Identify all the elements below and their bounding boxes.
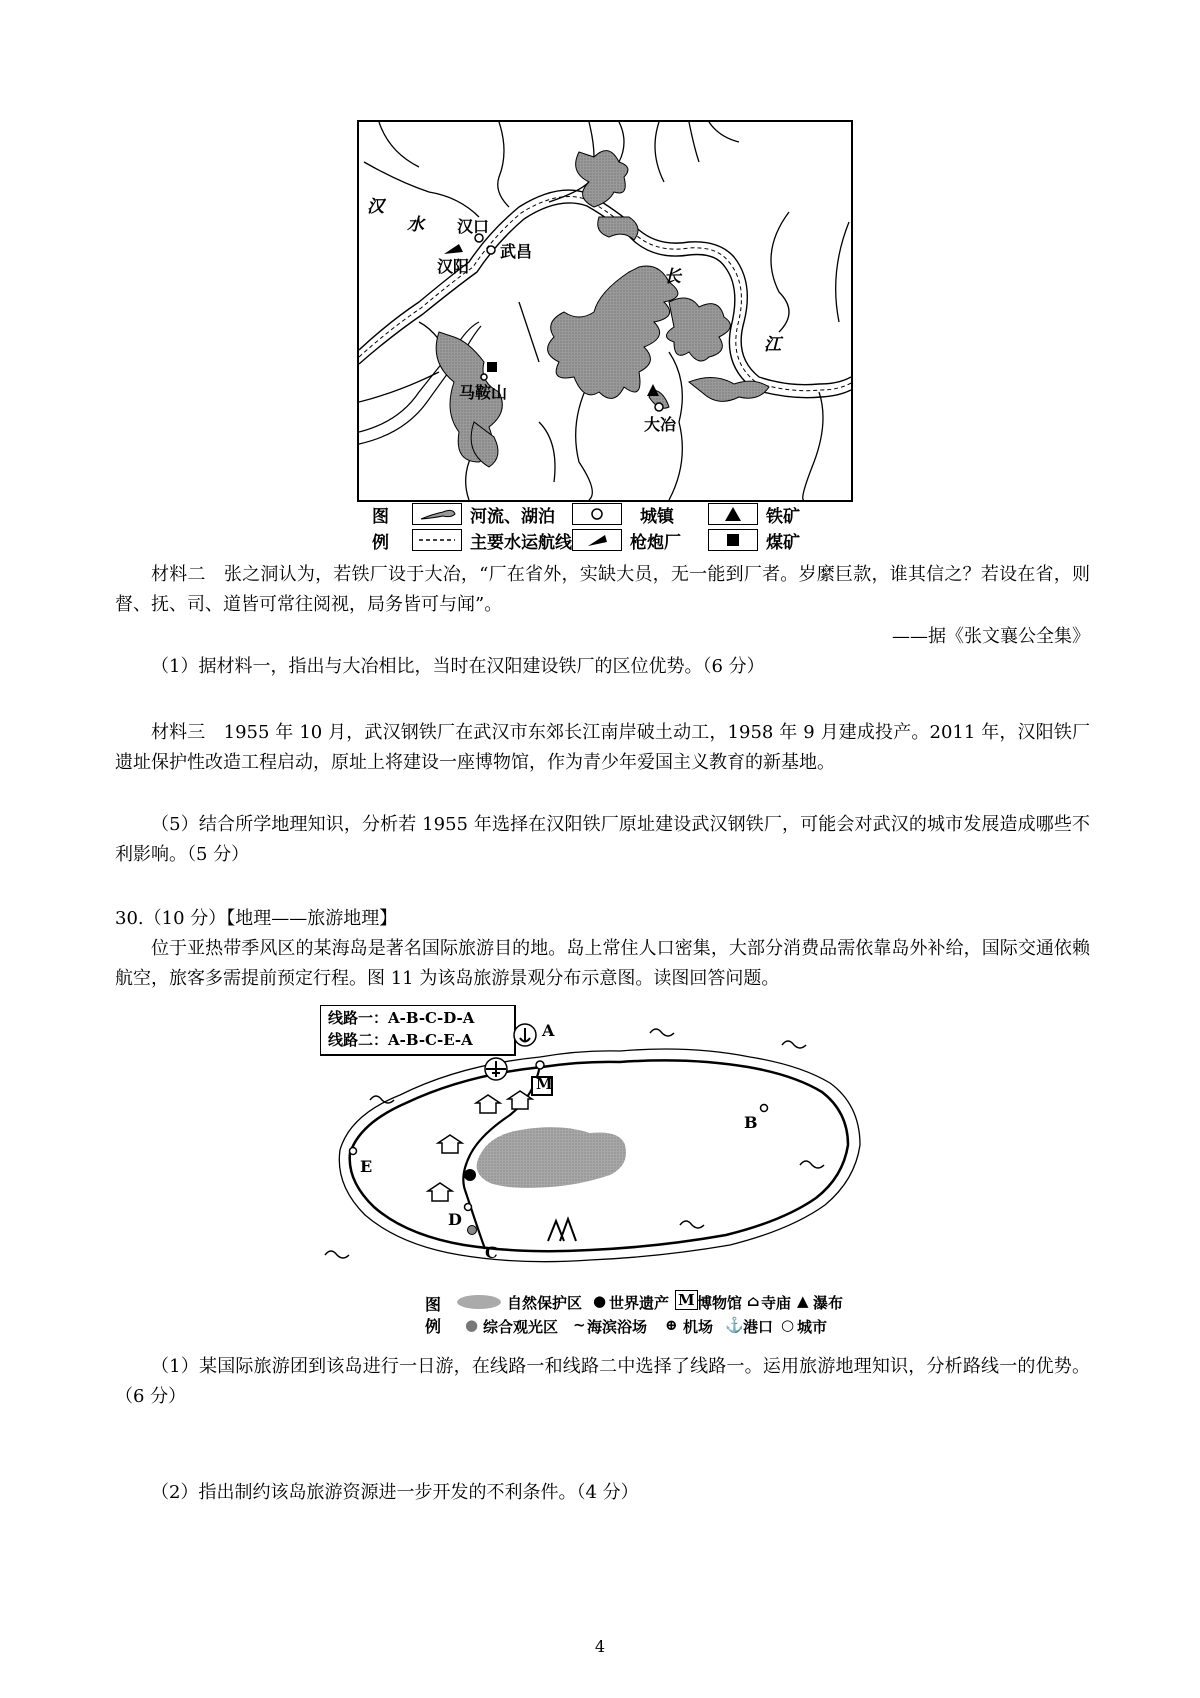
port-label: 港口	[743, 1318, 774, 1336]
river-lake-swatch	[412, 503, 462, 525]
hanyang-label: 汉阳	[437, 257, 470, 276]
han-shui-label-2: 水	[407, 215, 424, 235]
temple-icon: ⌂	[747, 1292, 760, 1310]
route-1-label: 线路一：A-B-C-D-A	[328, 1009, 475, 1027]
question-30-1: （1）某国际旅游团到该岛进行一日游，在线路一和线路二中选择了线路一。运用旅游地理知识，分析路线一的优势。（6 分）	[115, 1356, 1090, 1407]
question-30-2: （2）指出制约该岛旅游资源进一步开发的不利条件。（4 分）	[151, 1482, 639, 1503]
coal-icon	[709, 530, 757, 550]
arsenal-swatch	[572, 529, 622, 551]
wuchang-label: 武昌	[500, 242, 533, 261]
temple-label: 寺庙	[761, 1294, 792, 1312]
question-30-title: 30.（10 分）【地理——旅游地理】	[115, 908, 398, 929]
arsenal-icon	[573, 530, 621, 550]
island-map-legend	[425, 1288, 885, 1338]
iron-swatch	[708, 503, 758, 525]
waterway-swatch	[412, 529, 462, 551]
material-2-source: ——据《张文襄公全集》	[892, 626, 1090, 647]
reserve-label: 自然保护区	[507, 1294, 583, 1312]
beach-icon: ~	[573, 1316, 586, 1334]
museum-label: 博物馆	[697, 1294, 743, 1312]
waterway-icon	[413, 530, 461, 550]
han-shui-label-1: 汉	[367, 197, 384, 217]
legend-title-2: 例	[372, 533, 389, 553]
arsenal-label: 枪炮厂	[630, 533, 681, 553]
question-5: （5）结合所学地理知识，分析若 1955 年选择在汉阳铁厂原址建设武汉钢铁厂，可能会对武汉的城市发展造成哪些不利影响。（5 分）	[115, 814, 1090, 865]
city-legend-label: 城市	[797, 1318, 828, 1336]
question-1: （1）据材料一，指出与大冶相比，当时在汉阳建设铁厂的区位优势。（6 分）	[151, 656, 765, 677]
legend-title-1: 图	[372, 507, 389, 527]
port-icon	[514, 1024, 536, 1046]
port-legend-icon: ⚓	[725, 1316, 744, 1334]
airport-legend-icon: ⊕	[665, 1316, 678, 1334]
route-2-label: 线路二：A-B-C-E-A	[328, 1031, 473, 1049]
maanshan-label: 马鞍山	[459, 383, 508, 402]
waterfall-icon: ▲	[797, 1292, 809, 1310]
wuhan-map	[357, 120, 853, 502]
legend2-title-1: 图	[425, 1295, 442, 1314]
point-c-label: C	[485, 1243, 498, 1262]
legend2-title-2: 例	[425, 1317, 442, 1336]
city-legend-icon: ○	[781, 1316, 795, 1334]
hankou-label: 汉口	[457, 217, 490, 236]
iron-label: 铁矿	[766, 507, 800, 527]
iron-icon	[709, 504, 757, 524]
wuhan-map-drawing	[359, 122, 851, 500]
airport-label: 机场	[683, 1318, 714, 1336]
airport-icon	[485, 1058, 507, 1080]
daye-label: 大冶	[644, 415, 677, 434]
wuhan-map-legend	[372, 500, 852, 554]
river-lake-icon	[413, 504, 461, 524]
point-a-label: A	[542, 1021, 555, 1040]
city-icon	[573, 504, 621, 524]
museum-mark: M	[536, 1075, 553, 1093]
scenic-label: 综合观光区	[483, 1318, 559, 1336]
page-number: 4	[594, 1637, 606, 1656]
scenic-icon: ●	[465, 1316, 479, 1334]
point-e-label: E	[360, 1157, 373, 1176]
coal-swatch	[708, 529, 758, 551]
heritage-label: 世界遗产	[609, 1294, 670, 1312]
jiang-label: 江	[764, 335, 781, 355]
waterfall-label: 瀑布	[813, 1294, 844, 1312]
island-map	[320, 1005, 880, 1315]
river-lake-label: 河流、湖泊	[470, 507, 555, 527]
heritage-icon: ●	[593, 1292, 607, 1310]
waterway-label: 主要水运航线	[470, 533, 572, 553]
chang-label: 长	[664, 267, 681, 287]
coal-label: 煤矿	[766, 533, 800, 553]
museum-icon: M	[675, 1290, 698, 1310]
beach-label: 海滨浴场	[587, 1318, 648, 1336]
point-b-label: B	[744, 1113, 758, 1132]
reserve-icon	[455, 1294, 503, 1310]
material-3-text: 材料三 1955 年 10 月，武汉钢铁厂在武汉市东郊长江南岸破土动工，1958 年 9 月建成投产。2011 年，汉阳铁厂遗址保护性改造工程启动，原址上将建设一座博物馆，作为青少年爱国主义教育的新基地。	[115, 722, 1090, 773]
material-2-text: 材料二 张之洞认为，若铁厂设于大冶，“厂在省外，实缺大员，无一能到厂者。岁縻巨款，谁其信之？若设在省，则督、抚、司、道皆可常往阅视，局务皆可与闻”。	[115, 564, 1090, 615]
city-swatch	[572, 503, 622, 525]
city-label: 城镇	[640, 507, 674, 527]
question-30-intro: 位于亚热带季风区的某海岛是著名国际旅游目的地。岛上常住人口密集，大部分消费品需依靠岛外补给，国际交通依赖航空，旅客多需提前预定行程。图 11 为该岛旅游景观分布示意图。读图回答问题。	[115, 938, 1090, 989]
point-d-label: D	[448, 1210, 462, 1229]
